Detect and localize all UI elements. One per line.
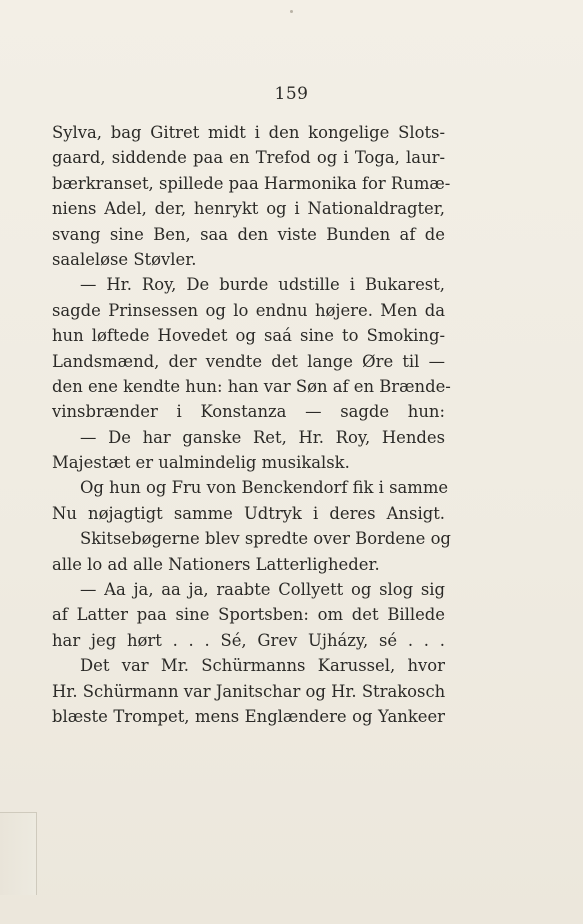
text-line: vinsbrænder i Konstanza — sagde hun: — [52, 402, 445, 422]
page-edge-mark — [0, 812, 37, 895]
text-line: — De har ganske Ret, Hr. Roy, Hendes — [80, 427, 445, 447]
text-line: gaard, siddende paa en Trefod og i Toga, laur- — [52, 148, 445, 168]
text-line: hun løftede Hovedet og saá sine to Smoking- — [52, 326, 445, 346]
text-line: alle lo ad alle Nationers Latterligheder. — [52, 554, 380, 574]
text-line: blæste Trompet, mens Englændere og Yankeer — [52, 706, 445, 726]
text-line: af Latter paa sine Sportsben: om det Billede — [52, 605, 445, 625]
text-line: niens Adel, der, henrykt og i Nationaldragter, — [52, 199, 445, 219]
text-line: Og hun og Fru von Benckendorf fik i samme — [80, 478, 449, 498]
text-line: — Hr. Roy, De burde udstille i Bukarest, — [80, 275, 445, 295]
text-line: sagde Prinsessen og lo endnu højere. Men da — [52, 300, 445, 320]
text-line: Sylva, bag Gitret midt i den kongelige Slots- — [52, 123, 445, 142]
print-speck — [290, 10, 293, 13]
text-line: Nu nøjagtigt samme Udtryk i deres Ansigt. — [52, 503, 445, 523]
text-line: saaleløse Støvler. — [52, 249, 197, 269]
text-line: Hr. Schürmann var Janitschar og Hr. Strakosch — [52, 681, 446, 701]
text-line: Det var Mr. Schürmanns Karussel, hvor — [80, 656, 445, 676]
text-line: svang sine Ben, saa den viste Bunden af de — [52, 224, 445, 244]
text-line: Majestæt er ualmindelig musikalsk. — [52, 453, 350, 473]
text-line: bærkranset, spillede paa Harmonika for Rumæ- — [52, 173, 451, 193]
text-line: — Aa ja, aa ja, raabte Collyett og slog sig — [80, 580, 445, 600]
body-text — [52, 120, 451, 729]
text-line: Skitsebøgerne blev spredte over Bordene og — [80, 529, 451, 549]
text-line: den ene kendte hun: han var Søn af en Brænde- — [52, 376, 451, 396]
text-line: har jeg hørt . . . Sé, Grev Ujházy, sé . . . — [52, 630, 445, 650]
text-line: Landsmænd, der vendte det lange Øre til — — [52, 351, 445, 371]
page-number: 159 — [274, 84, 309, 104]
